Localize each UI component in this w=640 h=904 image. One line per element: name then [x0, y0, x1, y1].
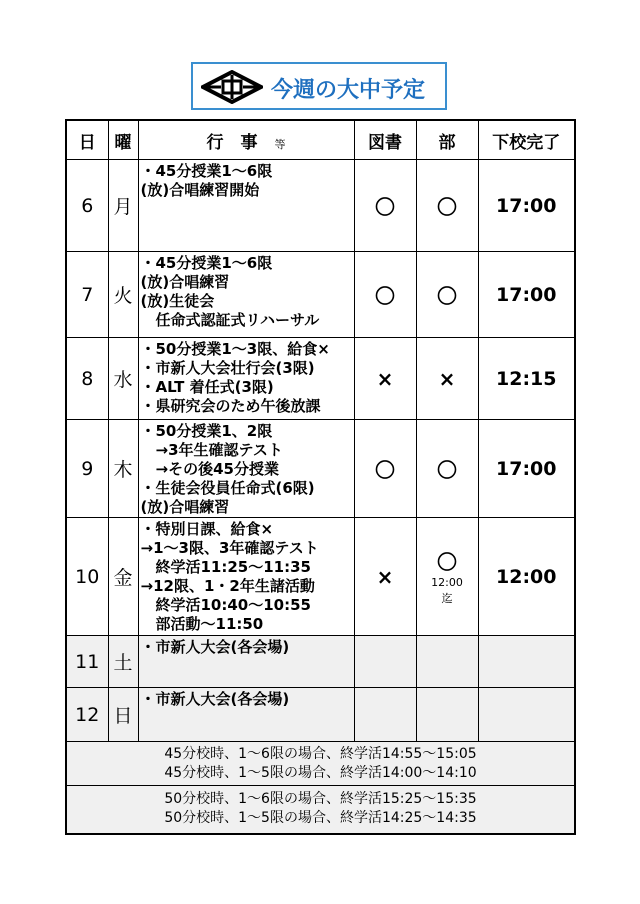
events-cell — [138, 160, 354, 252]
header-row — [66, 120, 575, 160]
club-cell — [416, 636, 478, 688]
note-line: 50分校時、1～5限の場合、終学活14:25～14:35 — [164, 810, 477, 827]
club-cell: 〇 — [416, 252, 478, 338]
event-line: (放)生徒会 — [140, 292, 215, 310]
event-line: ・市新人大会(各会場) — [140, 690, 290, 708]
events-cell — [138, 420, 354, 518]
event-line: 終学活10:40～10:55 — [140, 596, 311, 614]
day-cell: 7 — [66, 252, 108, 338]
table-row — [66, 518, 575, 636]
library-cell: × — [354, 338, 416, 420]
table-row — [66, 688, 575, 742]
table-row — [66, 636, 575, 688]
event-line: 任命式認証式リハーサル — [140, 311, 320, 329]
event-line: →その後45分授業 — [140, 460, 279, 478]
header-events-label: 行 事 — [206, 132, 258, 153]
dismissal-cell: 12:15 — [478, 338, 575, 420]
dismissal-cell — [478, 688, 575, 742]
event-line: →12限、1・2年生諸活動 — [140, 577, 315, 595]
dow-cell: 火 — [108, 252, 138, 338]
header-library: 図書 — [354, 120, 416, 160]
library-cell: 〇 — [354, 252, 416, 338]
club-cell — [416, 518, 478, 636]
day-cell: 6 — [66, 160, 108, 252]
club-mark: 〇 — [437, 550, 457, 574]
dismissal-cell: 17:00 — [478, 252, 575, 338]
event-line: ・50分授業1、2限 — [140, 422, 273, 440]
table-row — [66, 338, 575, 420]
event-line: ・市新人大会壮行会(3限) — [140, 359, 315, 377]
club-cell — [416, 688, 478, 742]
day-cell: 12 — [66, 688, 108, 742]
club-cell: 〇 — [416, 160, 478, 252]
events-cell — [138, 518, 354, 636]
header-club: 部 — [416, 120, 478, 160]
event-line: (放)合唱練習開始 — [140, 181, 260, 199]
table-row — [66, 160, 575, 252]
note-row — [66, 742, 575, 786]
title-main: 今週の — [271, 78, 338, 103]
event-line: →3年生確認テスト — [140, 441, 283, 459]
club-cell: × — [416, 338, 478, 420]
event-line: ・ALT 着任式(3限) — [140, 378, 274, 396]
day-cell: 8 — [66, 338, 108, 420]
event-line: 部活動～11:50 — [140, 615, 264, 633]
library-cell: 〇 — [354, 160, 416, 252]
events-cell — [138, 636, 354, 688]
events-cell — [138, 338, 354, 420]
dismissal-cell: 17:00 — [478, 160, 575, 252]
page-title — [271, 73, 425, 104]
table-row — [66, 420, 575, 518]
event-line: ・50分授業1～3限、給食× — [140, 340, 330, 358]
club-cell: 〇 — [416, 420, 478, 518]
title-banner — [191, 62, 447, 110]
dow-cell: 日 — [108, 688, 138, 742]
events-cell — [138, 688, 354, 742]
event-line: (放)合唱練習 — [140, 273, 230, 291]
dismissal-cell — [478, 636, 575, 688]
note-row — [66, 786, 575, 834]
title-school: 大中 — [337, 78, 382, 103]
dismissal-cell: 17:00 — [478, 420, 575, 518]
event-line: ・45分授業1～6限 — [140, 254, 273, 272]
event-line: ・生徒会役員任命式(6限) — [140, 479, 315, 497]
dow-cell: 木 — [108, 420, 138, 518]
header-dismissal: 下校完了 — [478, 120, 575, 160]
event-line: ・県研究会のため午後放課 — [140, 397, 321, 415]
event-line: 終学活11:25～11:35 — [140, 558, 311, 576]
club-end-suffix: 迄 — [441, 592, 453, 605]
dismissal-cell: 12:00 — [478, 518, 575, 636]
event-line: →1～3限、3年確認テスト — [140, 539, 319, 557]
table-row — [66, 252, 575, 338]
title-end: 予定 — [381, 78, 426, 103]
event-line: (放)合唱練習 — [140, 498, 230, 516]
school-emblem-icon — [201, 70, 263, 104]
event-line: ・45分授業1～6限 — [140, 162, 273, 180]
header-events-suffix: 等 — [274, 137, 286, 151]
note-line: 45分校時、1～6限の場合、終学活14:55～15:05 — [164, 745, 477, 762]
library-cell — [354, 636, 416, 688]
dow-cell: 月 — [108, 160, 138, 252]
club-end-time: 12:00 — [431, 576, 463, 589]
dow-cell: 水 — [108, 338, 138, 420]
event-line: ・市新人大会(各会場) — [140, 638, 290, 656]
day-cell: 9 — [66, 420, 108, 518]
note-line: 45分校時、1～5限の場合、終学活14:00～14:10 — [164, 764, 477, 781]
header-dow: 曜 — [108, 120, 138, 160]
day-cell: 11 — [66, 636, 108, 688]
dismissal-note-45 — [66, 742, 575, 786]
events-cell — [138, 252, 354, 338]
day-cell: 10 — [66, 518, 108, 636]
event-line: ・特別日課、給食× — [140, 520, 274, 538]
dow-cell: 土 — [108, 636, 138, 688]
dismissal-note-50 — [66, 786, 575, 834]
schedule-table — [65, 119, 576, 835]
note-line: 50分校時、1～6限の場合、終学活15:25～15:35 — [164, 791, 477, 808]
dow-cell: 金 — [108, 518, 138, 636]
library-cell: 〇 — [354, 420, 416, 518]
header-events — [138, 120, 354, 160]
header-day: 日 — [66, 120, 108, 160]
library-cell: × — [354, 518, 416, 636]
library-cell — [354, 688, 416, 742]
